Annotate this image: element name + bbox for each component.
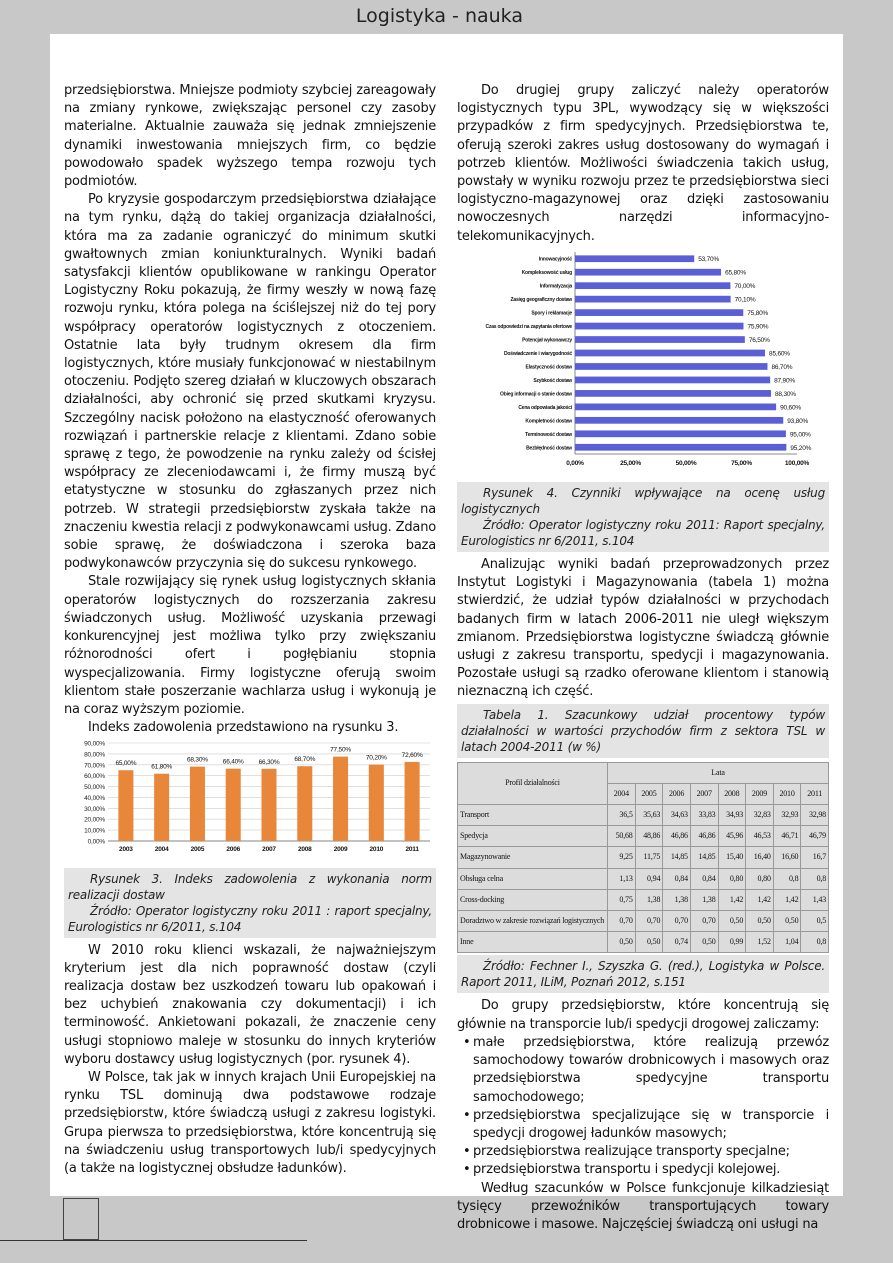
table-cell: 0,8 <box>801 932 829 953</box>
table-cell: 0,74 <box>663 932 691 953</box>
chart2-bar <box>575 363 767 370</box>
table-cell: 32,98 <box>801 805 829 826</box>
chart2-data-label: 95,00% <box>789 431 811 439</box>
table-cell: 0,80 <box>718 868 746 889</box>
chart1-data-label: 77,50% <box>330 746 351 754</box>
chart2-data-label: 88,30% <box>775 390 796 398</box>
chart2-data-label: 85,60% <box>769 350 790 358</box>
bullet-item: • przedsiębiorstwa realizujące transporty specjalne; <box>463 1143 829 1161</box>
bullet-item: • przedsiębiorstwa transportu i spedycji kolejowej. <box>463 1161 829 1179</box>
chart1-ytick: 90,00% <box>84 740 105 748</box>
table-row <box>458 868 829 889</box>
chart2-xtick: 0,00% <box>566 459 584 467</box>
table-cell: 0,50 <box>690 932 718 953</box>
chart2-data-label: 65,80% <box>725 269 746 277</box>
chart1-data-label: 61,80% <box>151 764 173 772</box>
chart2-xtick: 50,00% <box>675 459 697 467</box>
left-paragraph-5: W 2010 roku klienci wskazali, że najważniejszym kryterium jest dla nich poprawność dostaw (czyli realizacja dostaw bez uszkodzeń towaru lub opakowań i bez uchybień znakowania czy dokumentacji) i ich terminowość. Ankietowani pokazali, że znaczenie ceny usługi stopniowo maleje w stosunku do innych kryteriów wyboru dostawcy usług logistycznych (por. rysunek 4). <box>64 942 436 1067</box>
chart2-category-label: Elastyczność dostaw <box>525 364 572 371</box>
chart1-xtick: 2008 <box>297 846 312 854</box>
table-cell: 0,75 <box>608 889 636 910</box>
chart1-xtick: 2003 <box>119 846 133 854</box>
bullet-list <box>463 1034 829 1180</box>
bullet-item: • małe przedsiębiorstwa, które realizują przewóz samochodowy towarów drobnicowych i masowych oraz przedsiębiorstwa spedycyjne transportu samochodowego; <box>463 1034 829 1107</box>
chart2-data-label: 75,80% <box>747 309 769 317</box>
chart1-bar <box>297 767 312 842</box>
chart1-xtick: 2004 <box>154 846 169 854</box>
table-cell: 1,04 <box>773 932 801 953</box>
chart2-bar <box>575 255 694 262</box>
table-body <box>458 805 829 953</box>
table-cell: 1,13 <box>608 868 636 889</box>
table-cell: 9,25 <box>608 847 636 868</box>
chart1-data-label: 66,30% <box>258 759 280 767</box>
chart2-category-label: Informatyzacja <box>539 283 572 290</box>
chart2-category-label: Innowacyjność <box>538 256 572 263</box>
table-cell: 16,40 <box>746 847 774 868</box>
chart2-bar <box>575 430 786 437</box>
table-cell: 14,85 <box>690 847 718 868</box>
left-paragraph-3: Stale rozwijający się rynek usług logistycznych skłania operatorów logistycznych do rozszerzania zakresu świadczonych usług. Możliwość uzyskania przewagi konkurencyjnej jest możliwa tylko przy zwiększaniu różnorodności ofert i pogłębianiu stopnia wyspecjalizowania. Firmy logistyczne oferują swoim klientom stałe poszerzanie wachlarza usług i wykonują je na coraz wyższym poziomie. <box>64 574 436 717</box>
table-row-label: Transport <box>458 805 608 826</box>
chart2-xtick: 75,00% <box>731 459 752 467</box>
right-column <box>457 82 829 1234</box>
table-year-header: 2004 <box>608 783 636 804</box>
chart1-ytick: 80,00% <box>84 751 105 759</box>
chart1-ytick: 30,00% <box>84 806 105 814</box>
table-row-label: Cross-docking <box>458 889 608 910</box>
table-cell: 50,68 <box>608 826 636 847</box>
table-cell: 0,80 <box>746 868 774 889</box>
chart2-data-label: 53,70% <box>698 256 720 264</box>
table-row <box>458 932 829 953</box>
table-cell: 1,38 <box>663 889 691 910</box>
figure-4-svg <box>457 246 829 474</box>
table-1-source-box <box>457 955 829 993</box>
table-row <box>458 847 829 868</box>
table-cell: 0,70 <box>663 911 691 932</box>
table-cell: 48,86 <box>635 826 663 847</box>
chart2-category-label: Doświadczenie i wiarygodność <box>503 350 572 357</box>
chart2-bar <box>575 444 786 451</box>
table-cell: 1,42 <box>773 889 801 910</box>
table-year-header: 2005 <box>635 783 663 804</box>
table-cell: 11,75 <box>635 847 663 868</box>
left-paragraph-4: Indeks zadowolenia przedstawiono na rysunku 3. <box>88 720 399 736</box>
chart2-category-label: Cena odpowiada jakości <box>518 404 572 411</box>
chart2-category-label: Potencjał wykonawczy <box>522 337 572 344</box>
chart1-data-label: 72,60% <box>401 752 423 760</box>
chart1-xtick: 2006 <box>226 846 241 854</box>
chart1-xtick: 2005 <box>190 846 205 854</box>
table-cell: 1,42 <box>746 889 774 910</box>
chart2-category-label: Terminowość dostaw <box>525 431 572 438</box>
chart1-ytick: 10,00% <box>84 827 105 835</box>
chart2-bar <box>575 349 765 356</box>
figure-3-source: Źródło: Operator logistyczny roku 2011 : raport specjalny, Eurologistics nr 6/2011, s.104 <box>68 903 432 934</box>
chart2-data-label: 70,00% <box>734 282 756 290</box>
chart2-bar <box>575 403 776 410</box>
table-header-years: Lata <box>608 762 829 783</box>
table-row <box>458 889 829 910</box>
chart2-category-label: Czas odpowiedzi na zapytania ofertowe <box>485 323 572 330</box>
table-1-caption: Tabela 1. Szacunkowy udział procentowy typów działalności w wartości przychodów firm z sektora TSL w latach 2004-2011 (w %) <box>461 707 825 754</box>
table-1-source: Źródło: Fechner I., Szyszka G. (red.), Logistyka w Polsce. Raport 2011, ILiM, Poznań 2012, s.151 <box>461 959 825 990</box>
chart2-category-label: Kompleksowość usług <box>521 270 572 277</box>
table-cell: 0,70 <box>608 911 636 932</box>
figure-4-source: Źródło: Operator logistyczny roku 2011: Raport specjalny, Eurologistics nr 6/2011, s.104 <box>461 518 825 549</box>
left-paragraph-6: W Polsce, tak jak w innych krajach Unii Europejskiej na rynku TSL dominują dwa podstawowe rodzaje przedsiębiorstw, które świadczą usługi z zakresu logistyki. Grupa pierwsza to przedsiębiorstwa, które koncentrują się na świadczeniu usług transportowych lub/i spedycyjnych (a także na logistycznej obsłudze ładunków). <box>64 1069 436 1176</box>
table-cell: 14,85 <box>663 847 691 868</box>
table-cell: 15,40 <box>718 847 746 868</box>
right-paragraph-2: Analizując wyniki badań przeprowadzonych przez Instytut Logistyki i Magazynowania (tabela 1) można stwierdzić, że udział typów działalności w przychodach badanych firm w latach 2006-2011 nie uległ większym zmianom. Przedsiębiorstwa logistyczne świadczą głównie usługi z zakresu transportu, spedycji i magazynowania. Pozostałe usługi są rzadko oferowane klientom i stanowią nieznaczną ich część. <box>457 557 829 700</box>
figure-3-svg <box>64 737 436 859</box>
chart2-bar <box>575 269 721 276</box>
chart2-category-label: Obieg informacji o stanie dostaw <box>500 391 572 398</box>
chart1-xtick: 2011 <box>405 846 419 854</box>
chart1-bar <box>190 767 205 841</box>
chart2-bar <box>575 309 743 316</box>
table-row-label: Obsługa celna <box>458 868 608 889</box>
chart1-ytick: 50,00% <box>84 784 105 792</box>
chart1-bar <box>154 774 169 841</box>
chart1-bar <box>369 765 384 841</box>
table-cell: 46,86 <box>663 826 691 847</box>
right-paragraph-1: Do drugiej grupy zaliczyć należy operatorów logistycznych typu 3PL, wywodzący się w większości przypadków z firm spedycyjnych. Przedsiębiorstwa te, oferują szeroki zakres usług dostosowany do wymagań i potrzeb klientów. Możliwości świadczenia takich usług, powstały w wyniku rozwoju przez te przedsiębiorstwa sieci logistyczno-magazynowej oraz dzięki zastosowaniu nowoczesnych narzędzi informacyjno-telekomunikacyjnych. <box>457 83 829 244</box>
table-cell: 46,53 <box>746 826 774 847</box>
chart2-data-label: 75,90% <box>747 323 769 331</box>
table-row <box>458 826 829 847</box>
table-cell: 36,5 <box>608 805 636 826</box>
chart2-bar <box>575 336 745 343</box>
figure-3-chart <box>64 737 436 865</box>
table-year-header: 2007 <box>690 783 718 804</box>
figure-4-caption: Rysunek 4. Czynniki wpływające na ocenę usług logistycznych <box>461 486 825 517</box>
table-cell: 46,79 <box>801 826 829 847</box>
chart1-bar <box>118 771 133 842</box>
chart2-data-label: 90,60% <box>780 404 801 412</box>
chart1-data-label: 70,20% <box>365 754 387 762</box>
table-cell: 1,38 <box>635 889 663 910</box>
chart1-data-label: 66,40% <box>222 759 244 767</box>
table-cell: 34,93 <box>718 805 746 826</box>
table-cell: 0,8 <box>773 868 801 889</box>
table-cell: 46,71 <box>773 826 801 847</box>
left-paragraph-2: Po kryzysie gospodarczym przedsiębiorstwa działające na tym rynku, dążą do takiej organizacja działalności, która ma za zadanie ograniczyć do minimum skutki gwałtownych zmian koniunkturalnych. Wyniki badań satysfakcji klientów opublikowane w rankingu Operator Logistyczny Roku pokazują, że firmy weszły w nową fazę rozwoju rynku, która polega na ściślejszej niż do tej pory współpracy operatorów logistycznych z otoczeniem. Ostatnie lata były trudnym okresem dla firm logistycznych, które musiały funkcjonować w niestabilnym otoczeniu. Podjęto szereg działań w kluczowych obszarach działalności, aby ochronić się przed skutkami kryzysu. Szczególny nacisk położono na elastyczność oferowanych rozwiązań i partnerskie relacje z klientami. Zdano sobie sprawę z tego, że powodzenie na rynku zależy od ścisłej współpracy ze zleceniodawcami i, że firmy muszą być etatystyczne w stosunku do zgłaszanych przez nich potrzeb. W strategii przedsiębiorstw zyskała także na znaczeniu kwestia relacji z podwykonawcami usług. Zdano sobie sprawę, że doświadczona i szeroka baza podwykonawców przyczynia się do sukcesu rynkowego. <box>64 192 436 572</box>
chart2-category-label: Kompletność dostaw <box>525 418 572 425</box>
chart2-bar <box>575 376 770 383</box>
table-cell: 1,42 <box>718 889 746 910</box>
table-row-label: Inne <box>458 932 608 953</box>
chart1-ytick: 0,00% <box>87 838 105 846</box>
table-1 <box>457 762 829 954</box>
chart2-data-label: 70,10% <box>734 296 756 304</box>
table-year-header: 2011 <box>801 783 829 804</box>
table-cell: 0,50 <box>746 911 774 932</box>
running-header-title: Logistyka - nauka <box>355 5 523 27</box>
chart2-data-label: 95,20% <box>790 444 812 452</box>
figure-4-chart <box>457 246 829 480</box>
figure-3-caption-box <box>64 868 436 938</box>
table-cell: 32,83 <box>746 805 774 826</box>
chart1-ytick: 60,00% <box>84 773 105 781</box>
header-bar <box>0 0 893 34</box>
table-cell: 1,43 <box>801 889 829 910</box>
table-row <box>458 805 829 826</box>
table-cell: 0,50 <box>635 932 663 953</box>
table-cell: 0,70 <box>690 911 718 932</box>
table-cell: 0,5 <box>801 911 829 932</box>
chart2-xtick: 25,00% <box>620 459 641 467</box>
chart1-xtick: 2010 <box>369 846 384 854</box>
table-cell: 16,60 <box>773 847 801 868</box>
table-cell: 1,52 <box>746 932 774 953</box>
figure-4-caption-box <box>457 482 829 552</box>
chart2-category-label: Szybkość dostaw <box>533 377 572 384</box>
chart1-ytick: 70,00% <box>84 762 105 770</box>
table-cell: 0,94 <box>635 868 663 889</box>
table-cell: 34,63 <box>663 805 691 826</box>
right-paragraph-4: Według szacunków w Polsce funkcjonuje kilkadziesiąt tysięcy przewoźników transportujących towary drobnicowe i masowe. Najczęściej świadczą oni usługi na <box>457 1180 829 1232</box>
table-cell: 0,99 <box>718 932 746 953</box>
chart1-bar <box>261 769 276 841</box>
chart1-data-label: 68,30% <box>187 756 208 764</box>
table-year-header: 2006 <box>663 783 691 804</box>
footer-rule <box>0 1240 307 1241</box>
table-cell: 0,70 <box>635 911 663 932</box>
table-cell: 0,8 <box>801 868 829 889</box>
chart1-data-label: 65,00% <box>115 760 137 768</box>
table-row-label: Doradztwo w zakresie rozwiązań logistycznych <box>458 911 608 932</box>
chart2-category-label: Zasięg geograficzny dostaw <box>510 296 572 303</box>
chart2-bar <box>575 323 743 330</box>
table-year-header: 2008 <box>718 783 746 804</box>
chart2-bar <box>575 390 771 397</box>
chart2-category-label: Spory i reklamacje <box>531 310 572 317</box>
table-year-header: 2010 <box>773 783 801 804</box>
right-paragraph-3: Do grupy przedsiębiorstw, które koncentrują się głównie na transporcie lub/i spedycji drogowej zaliczamy: <box>457 998 829 1032</box>
chart2-bar <box>575 417 783 424</box>
chart1-xtick: 2009 <box>333 846 348 854</box>
chart1-bar <box>405 762 420 841</box>
table-cell: 32,93 <box>773 805 801 826</box>
table-row-label: Magazynowanie <box>458 847 608 868</box>
left-column <box>64 82 436 1178</box>
chart1-bar <box>226 769 241 841</box>
table-year-header: 2009 <box>746 783 774 804</box>
table-cell: 0,50 <box>608 932 636 953</box>
chart1-ytick: 20,00% <box>84 817 105 825</box>
table-cell: 45,96 <box>718 826 746 847</box>
table-1-caption-box <box>457 704 829 758</box>
chart2-data-label: 93,80% <box>787 417 809 425</box>
table-row-label: Spedycja <box>458 826 608 847</box>
table-cell: 46,86 <box>690 826 718 847</box>
table-cell: 0,84 <box>663 868 691 889</box>
table-cell: 33,83 <box>690 805 718 826</box>
page-number-box <box>63 1198 99 1240</box>
table-cell: 35,63 <box>635 805 663 826</box>
chart2-xtick: 100,00% <box>784 459 810 467</box>
chart2-bar <box>575 296 731 303</box>
chart2-bar <box>575 282 730 289</box>
bullet-item: • przedsiębiorstwa specjalizujące się w transporcie i spedycji drogowej ładunków masowych; <box>463 1107 829 1143</box>
table-row <box>458 911 829 932</box>
chart2-data-label: 86,70% <box>771 363 793 371</box>
chart2-data-label: 76,50% <box>748 336 770 344</box>
chart1-xtick: 2007 <box>262 846 276 854</box>
figure-3-caption: Rysunek 3. Indeks zadowolenia z wykonania norm realizacji dostaw <box>68 871 432 902</box>
table-cell: 0,50 <box>773 911 801 932</box>
table-cell: 16,7 <box>801 847 829 868</box>
table-header-profile: Profil działalności <box>458 762 608 804</box>
chart2-category-label: Bezbłędność dostaw <box>526 445 572 452</box>
chart1-data-label: 68,70% <box>294 756 316 764</box>
chart1-ytick: 40,00% <box>84 795 105 803</box>
left-paragraph-1: przedsiębiorstwa. Mniejsze podmioty szybciej zareagowały na zmiany rynkowe, zwiększając personel czy zasoby materialne. Aktualnie zauważa się jednak zmniejszenie dynamiki inwestowania mniejszych firm, co będzie powodowało spadek wyższego tempa rozwoju tych podmiotów. <box>64 83 436 190</box>
chart1-bar <box>333 757 348 841</box>
table-cell: 0,84 <box>690 868 718 889</box>
chart2-data-label: 87,90% <box>774 377 795 385</box>
page <box>50 34 843 1232</box>
table-cell: 1,38 <box>690 889 718 910</box>
table-cell: 0,50 <box>718 911 746 932</box>
